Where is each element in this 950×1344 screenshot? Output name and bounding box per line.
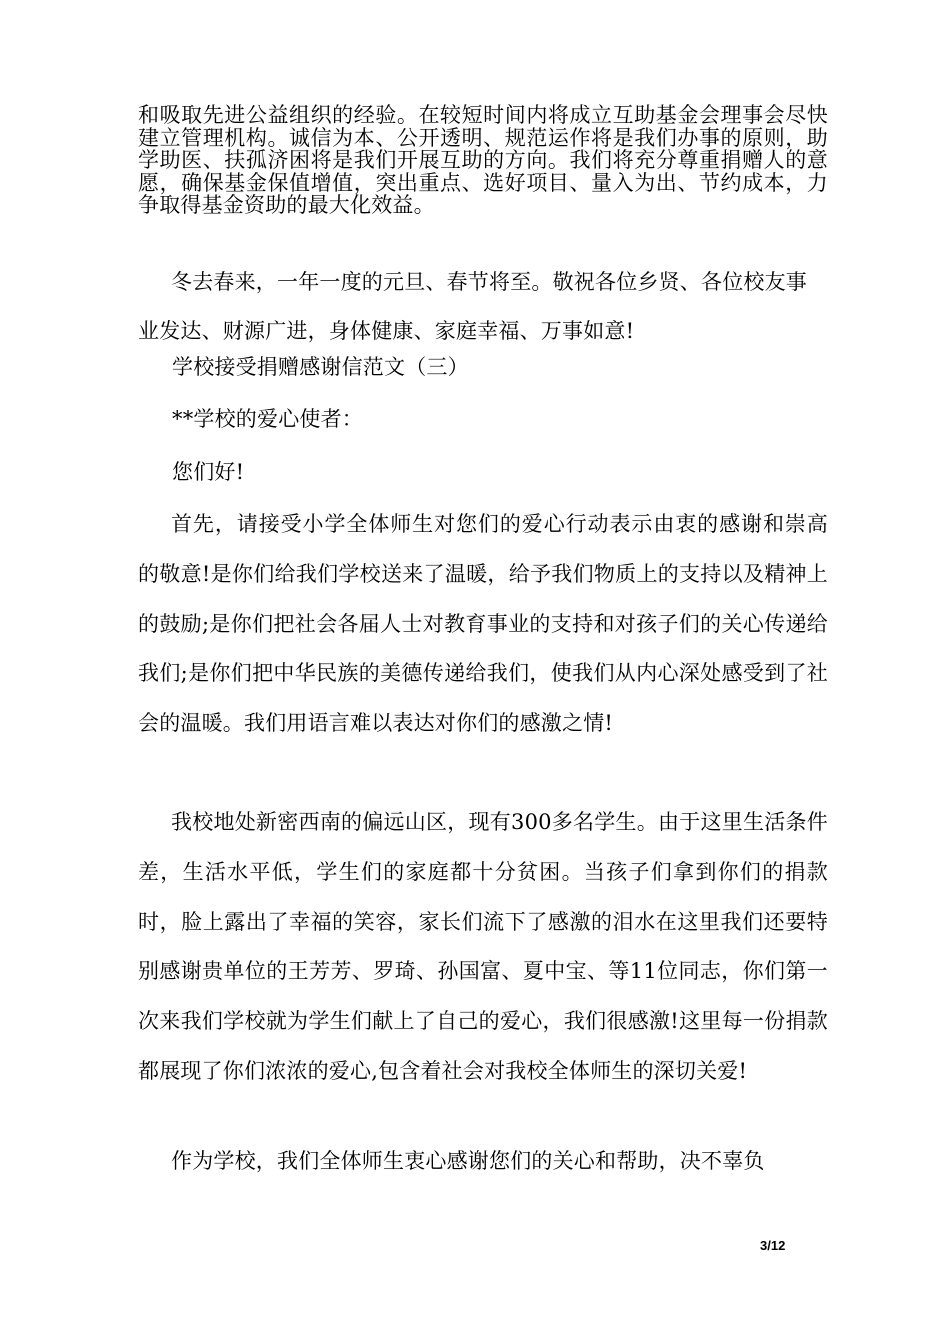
paragraph-thanks: 首先，请接受小学全体师生对您们的爱心行动表示由衷的感谢和崇高的敬意!是你们给我们学校送来了温暖，给予我们物质上的支持以及精神上的鼓励;是你们把社会各届人士对教育事业的支持和对孩子们的关心传递给我们;是你们把中华民族的美德传递给我们，使我们从内心深处感受到了社会的温暖。我们用语言难以表达对你们的感激之情! bbox=[138, 512, 828, 736]
paragraph-closing-start: 作为学校，我们全体师生衷心感谢您们的关心和帮助，决不辜负 bbox=[171, 1149, 765, 1173]
letter-greeting: 您们好! bbox=[172, 460, 245, 484]
paragraph-school-situation: 我校地处新密西南的偏远山区，现有300多名学生。由于这里生活条件差，生活水平低，学生们的家庭都十分贫困。当孩子们拿到你们的捐款时，脸上露出了幸福的笑容，家长们流下了感激的泪水在这里我们还要特别感谢贵单位的王芳芳、罗琦、孙国富、夏中宝、等11位同志，你们第一次来我们学校就为学生们献上了自己的爱心，我们很感激!这里每一份捐款都展现了你们浓浓的爱心,包含着社会对我校全体师生的深切关爱! bbox=[138, 810, 828, 1083]
page-number: 3/12 bbox=[760, 1238, 786, 1253]
letter-salutation: **学校的爱心使者： bbox=[172, 407, 363, 431]
paragraph-new-year-wish: 冬去春来，一年一度的元旦、春节将至。敬祝各位乡贤、各位校友事业发达、财源广进，身体健康、家庭幸福、万事如意! bbox=[138, 270, 807, 343]
paragraph-fund-management: 和吸取先进公益组织的经验。在较短时间内将成立互助基金会理事会尽快建立管理机构。诚信为本、公开透明、规范运作将是我们办事的原则，助学助医、扶孤济困将是我们开展互助的方向。我们将充分尊重捐赠人的意愿，确保基金保值增值，突出重点、选好项目、量入为出、节约成本，力争取得基金资助的最大化效益。 bbox=[138, 103, 828, 217]
section-title: 学校接受捐赠感谢信范文（三） bbox=[172, 355, 469, 379]
